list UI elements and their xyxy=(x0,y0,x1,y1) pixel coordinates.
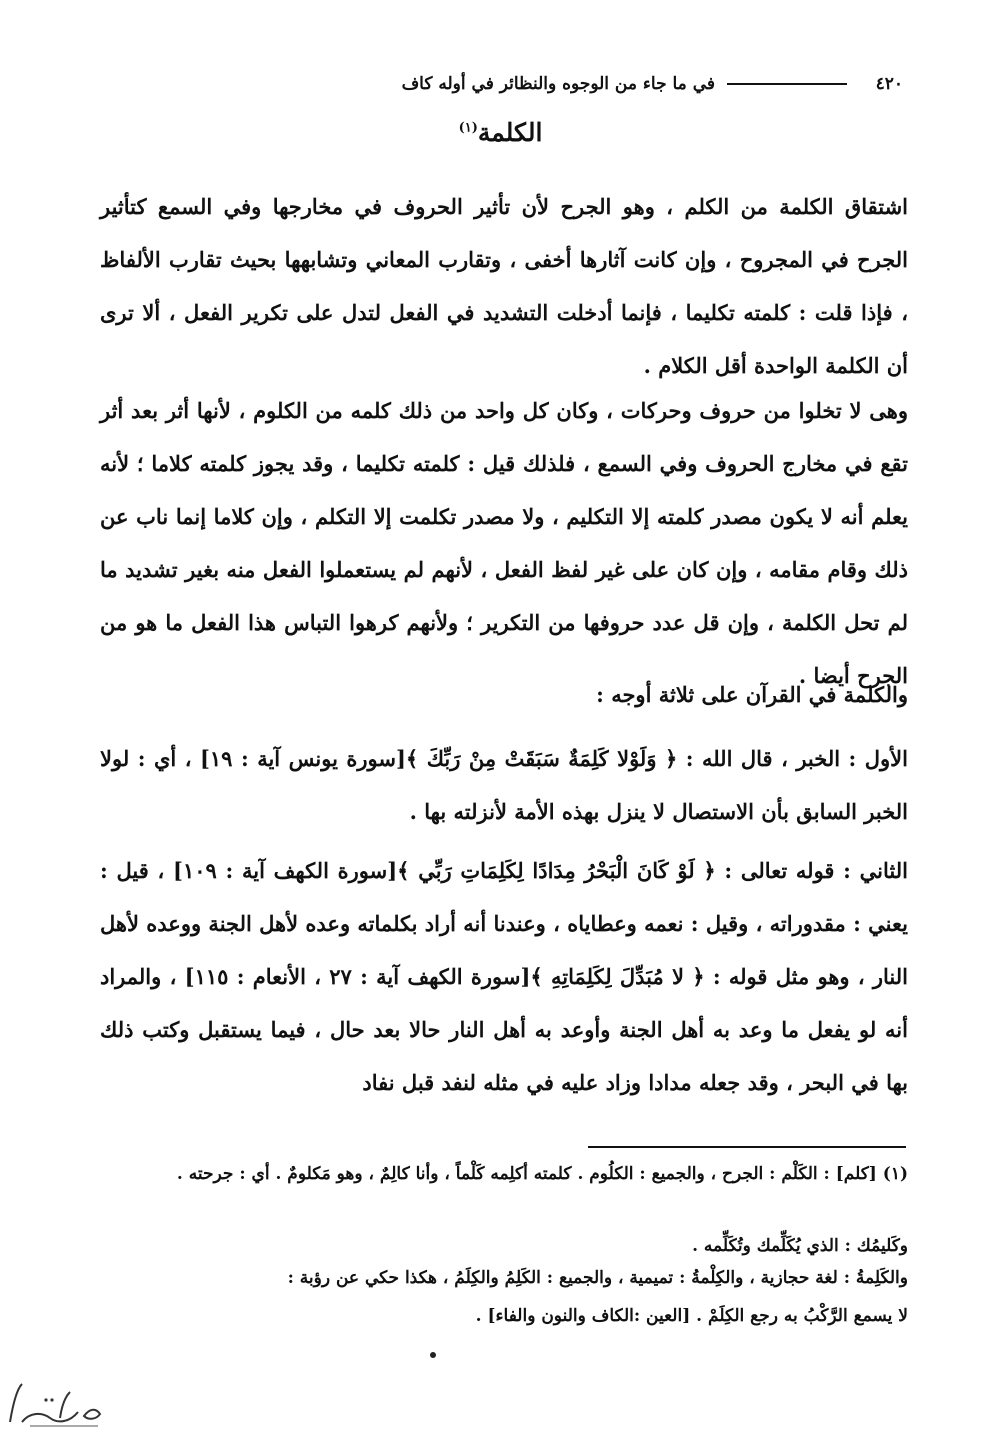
header-rule xyxy=(727,83,847,85)
paragraph-first-sense: الأول : الخبر ، قال الله : ﴿ وَلَوْلا كَلِمَةٌ سَبَقَتْ مِنْ رَبِّكَ ﴾[سورة يونس آية : ١٩] ، أي : لولا الخبر السابق بأن الاستصال لا ينزل بهذه الأمة لأنزلته بها . xyxy=(100,746,908,824)
section-title xyxy=(0,118,1001,147)
footnote-reference: (١) xyxy=(458,120,478,136)
watermark-logo xyxy=(0,1378,105,1430)
paragraph-three-senses: والكلمة في القرآن على ثلاثة أوجه : xyxy=(596,682,908,707)
ink-dot xyxy=(430,1352,436,1358)
running-title: في ما جاء من الوجوه والنظائر في أوله كاف xyxy=(401,74,715,94)
footnote-line: والكَلِمةُ : لغة حجازية ، والكِلْمةُ : تميمية ، والجميع : الكَلِمُ والكِلَمُ ، هكذا حكي عن رؤبة : xyxy=(287,1268,908,1288)
footnote-line: وكَليمُك : الذي يُكَلِّمك وتُكَلِّمه . xyxy=(692,1236,908,1256)
page-number: ٤٢٠ xyxy=(875,74,903,94)
footnote-divider xyxy=(588,1146,906,1148)
paragraph-second-sense: الثاني : قوله تعالى : ﴿ لَوْ كَانَ الْبَحْرُ مِدَادًا لِكَلِمَاتِ رَبِّي ﴾[سورة الكهف آية : ١٠٩] ، قيل : يعني : مقدوراته ، وقيل : نعمه وعطاياه ، وعندنا أنه أراد بكلماته وعده لأهل الجنة ووعده لأهل النار ، وهو مثل قوله : ﴿ لا مُبَدِّلَ لِكَلِمَاتِهِ ﴾[سورة الكهف آية : ٢٧ ، الأنعام : ١١٥] ، والمراد أنه لو يفعل ما وعد به أهل الجنة وأوعد به أهل النار حالا بعد حال ، فيما يستقبل وكتب ذلك بها في البحر ، وقد جعله مدادا وزاد عليه في مثله لنفد قبل نفاد xyxy=(100,858,908,1095)
running-header xyxy=(108,74,903,94)
section-title-text: الكلمة xyxy=(477,118,543,147)
paragraph-etymology: اشتقاق الكلمة من الكلم ، وهو الجرح لأن تأثير الحروف في مخارجها وفي السمع كتأثير الجرح في المجروح ، وإن كانت آثارها أخفى ، وتقارب المعاني وتشابهها بحيث تقارب الألفاظ ، فإذا قلت : كلمته تكليما ، فإنما أدخلت التشديد في الفعل لتدل على تكرير الفعل ، ألا ترى أن الكلمة الواحدة أقل الكلام . xyxy=(100,194,908,378)
footnote-line: لا يسمع الرَّكْبُ به رجع الكِلَمْ . [العين :الكاف والنون والفاء] . xyxy=(475,1306,908,1326)
footnote-line: (١) [كلم] : الكَلْم : الجرح ، والجميع : الكلُوم . كلمته أكلِمه كَلْماً ، وأنا كالِمٌ ، وهو مَكلومٌ . أي : جرحته . xyxy=(176,1164,908,1184)
paragraph-letters: وهى لا تخلوا من حروف وحركات ، وكان كل واحد من ذلك كلمه من الكلوم ، لأنها أثر بعد أثر تقع في مخارج الحروف وفي السمع ، فلذلك قيل : كلمته تكليما ، وقد يجوز كلمته كلاما ؛ لأنه يعلم أنه لا يكون مصدر كلمته إلا التكليم ، ولا مصدر تكلمت إلا التكلم ، وإن كلاما إنما ناب عن ذلك وقام مقامه ، وإن كان على غير لفظ الفعل ، لأنهم لم يستعملوا الفعل منه بغير تشديد ما لم تحل الكلمة ، وإن قل عدد حروفها من التكرير ؛ ولأنهم كرهوا التباس هذا الفعل ما هو من الجرح أيضا . xyxy=(100,398,908,688)
